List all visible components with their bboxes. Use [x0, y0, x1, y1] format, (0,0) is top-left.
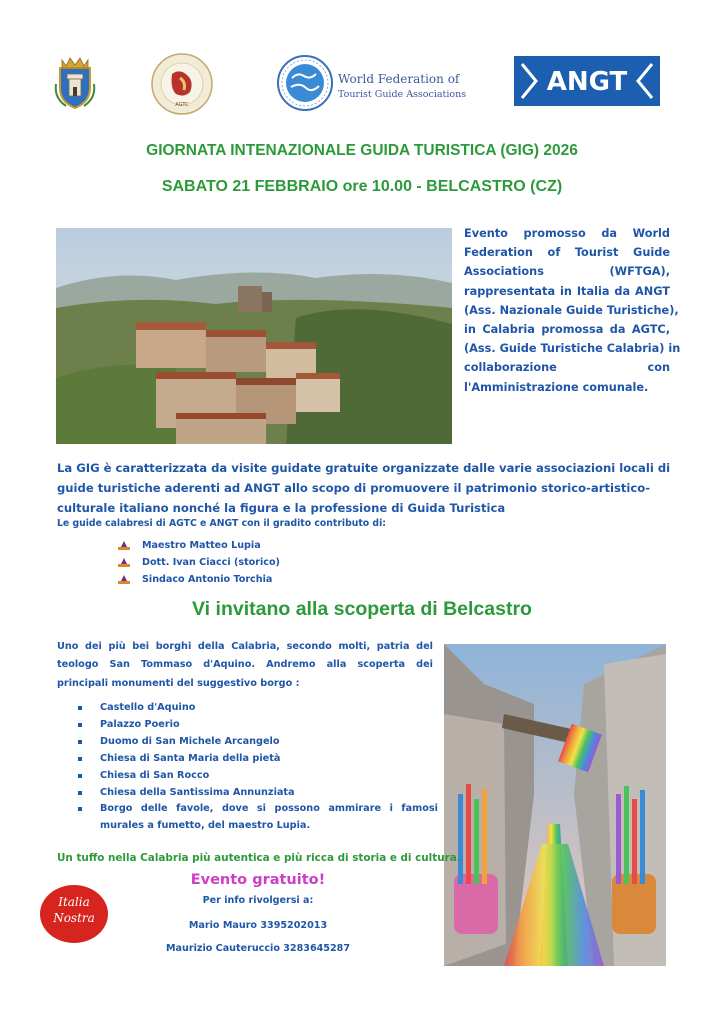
monument-name: Chiesa di San Rocco	[100, 769, 210, 781]
promo-text	[464, 224, 681, 397]
murales-street-photo	[444, 644, 666, 966]
monument-name: Castello d'Aquino	[100, 702, 196, 713]
wftga-name	[338, 72, 466, 102]
belcastro-village-photo	[56, 228, 452, 444]
italia-nostra-line2: Nostra	[53, 911, 95, 925]
contact-1: Mario Mauro 3395202013	[188, 920, 328, 931]
event-date-location: SABATO 21 FEBBRAIO ore 10.00 - BELCASTRO (CZ)	[161, 178, 563, 195]
promo-line: Federation of Tourist Guide	[464, 246, 670, 260]
pyramid-bullet-icon	[118, 541, 130, 551]
square-bullet-icon	[78, 717, 100, 734]
promo-line: rappresentata in Italia da ANGT	[464, 284, 670, 298]
wftga-name-line1: World Federation of	[338, 72, 460, 86]
promo-line: Associations (WFTGA),	[464, 265, 670, 279]
gig-description: La GIG è caratterizzata da visite guidate gratuite organizzate dalle varie associazioni locali di guide turistiche aderenti ad ANGT allo scopo di promuovere il patrimonio storico-artistico-culturale italiano nonché la figura e la professione di Guida Turistica	[57, 461, 671, 515]
promo-line: (Ass. Nazionale Guide Turistiche),	[464, 303, 679, 317]
wftga-name-line2: Tourist Guide Associations	[338, 89, 467, 100]
contact-2: Maurizio Cauteruccio 3283645287	[165, 943, 351, 954]
square-bullet-icon	[78, 734, 100, 751]
list-item	[78, 717, 438, 734]
tuffo-tagline: Un tuffo nella Calabria più autentica e più ricca di storia e di cultura.	[57, 852, 461, 864]
list-item	[78, 751, 438, 768]
monument-name: Duomo di San Michele Arcangelo	[100, 735, 280, 747]
pyramid-bullet-icon	[118, 575, 130, 585]
borgo-description: Uno dei più bei borghi della Calabria, secondo molti, patria del teologo San Tommaso d'Aquino. Andremo alla scoperta dei principali monumenti del suggestivo borgo :	[57, 641, 433, 689]
guide-name: Dott. Ivan Ciacci (storico)	[142, 557, 280, 568]
guides-intro: Le guide calabresi di AGTC e ANGT con il gradito contributo di:	[57, 518, 386, 529]
guide-name: Maestro Matteo Lupia	[142, 540, 261, 551]
wftga-emblem-logo	[276, 54, 334, 112]
list-item	[118, 571, 280, 588]
promo-line: in Calabria promossa da AGTC,	[464, 323, 670, 337]
italia-nostra-line1: Italia	[58, 895, 90, 909]
promo-line: l'Amministrazione comunale.	[464, 380, 649, 394]
monument-name: Palazzo Poerio	[100, 718, 180, 730]
square-bullet-icon	[78, 700, 100, 717]
monument-name: Borgo delle favole, dove si possono ammirare i famosi murales a fumetto, del maestro Lupia.	[100, 803, 438, 832]
angt-logo	[514, 56, 660, 106]
square-bullet-icon	[78, 785, 100, 802]
monument-name: Chiesa di Santa Maria della pietà	[100, 752, 281, 764]
guide-name: Sindaco Antonio Torchia	[142, 574, 273, 585]
list-item	[78, 734, 438, 751]
agtc-logo	[150, 52, 214, 116]
promo-line: Evento promosso da World	[464, 227, 670, 240]
italia-nostra-logo	[38, 883, 110, 945]
list-item	[78, 700, 438, 717]
list-item	[78, 768, 438, 785]
pyramid-bullet-icon	[118, 558, 130, 568]
event-title: GIORNATA INTENAZIONALE GUIDA TURISTICA (GIG) 2026	[146, 142, 578, 159]
list-item	[118, 537, 280, 554]
info-label: Per info rivolgersi a:	[202, 895, 314, 906]
list-item	[78, 801, 438, 835]
list-item	[118, 554, 280, 571]
monuments-list	[78, 700, 438, 835]
square-bullet-icon	[78, 801, 100, 835]
free-event-label: Evento gratuito!	[190, 872, 326, 888]
invite-heading: Vi invitano alla scoperta di Belcastro	[192, 598, 532, 620]
square-bullet-icon	[78, 751, 100, 768]
belcastro-coat-of-arms-logo	[52, 54, 98, 110]
monument-name: Chiesa della Santissima Annunziata	[100, 786, 295, 798]
guides-list	[118, 537, 280, 588]
promo-line: (Ass. Guide Turistiche Calabria) in	[464, 342, 681, 356]
square-bullet-icon	[78, 768, 100, 785]
list-item	[78, 785, 438, 802]
angt-logo-text: ANGT	[546, 67, 628, 97]
promo-line: collaborazione con	[464, 361, 670, 375]
svg-text:AGTC: AGTC	[175, 102, 189, 108]
